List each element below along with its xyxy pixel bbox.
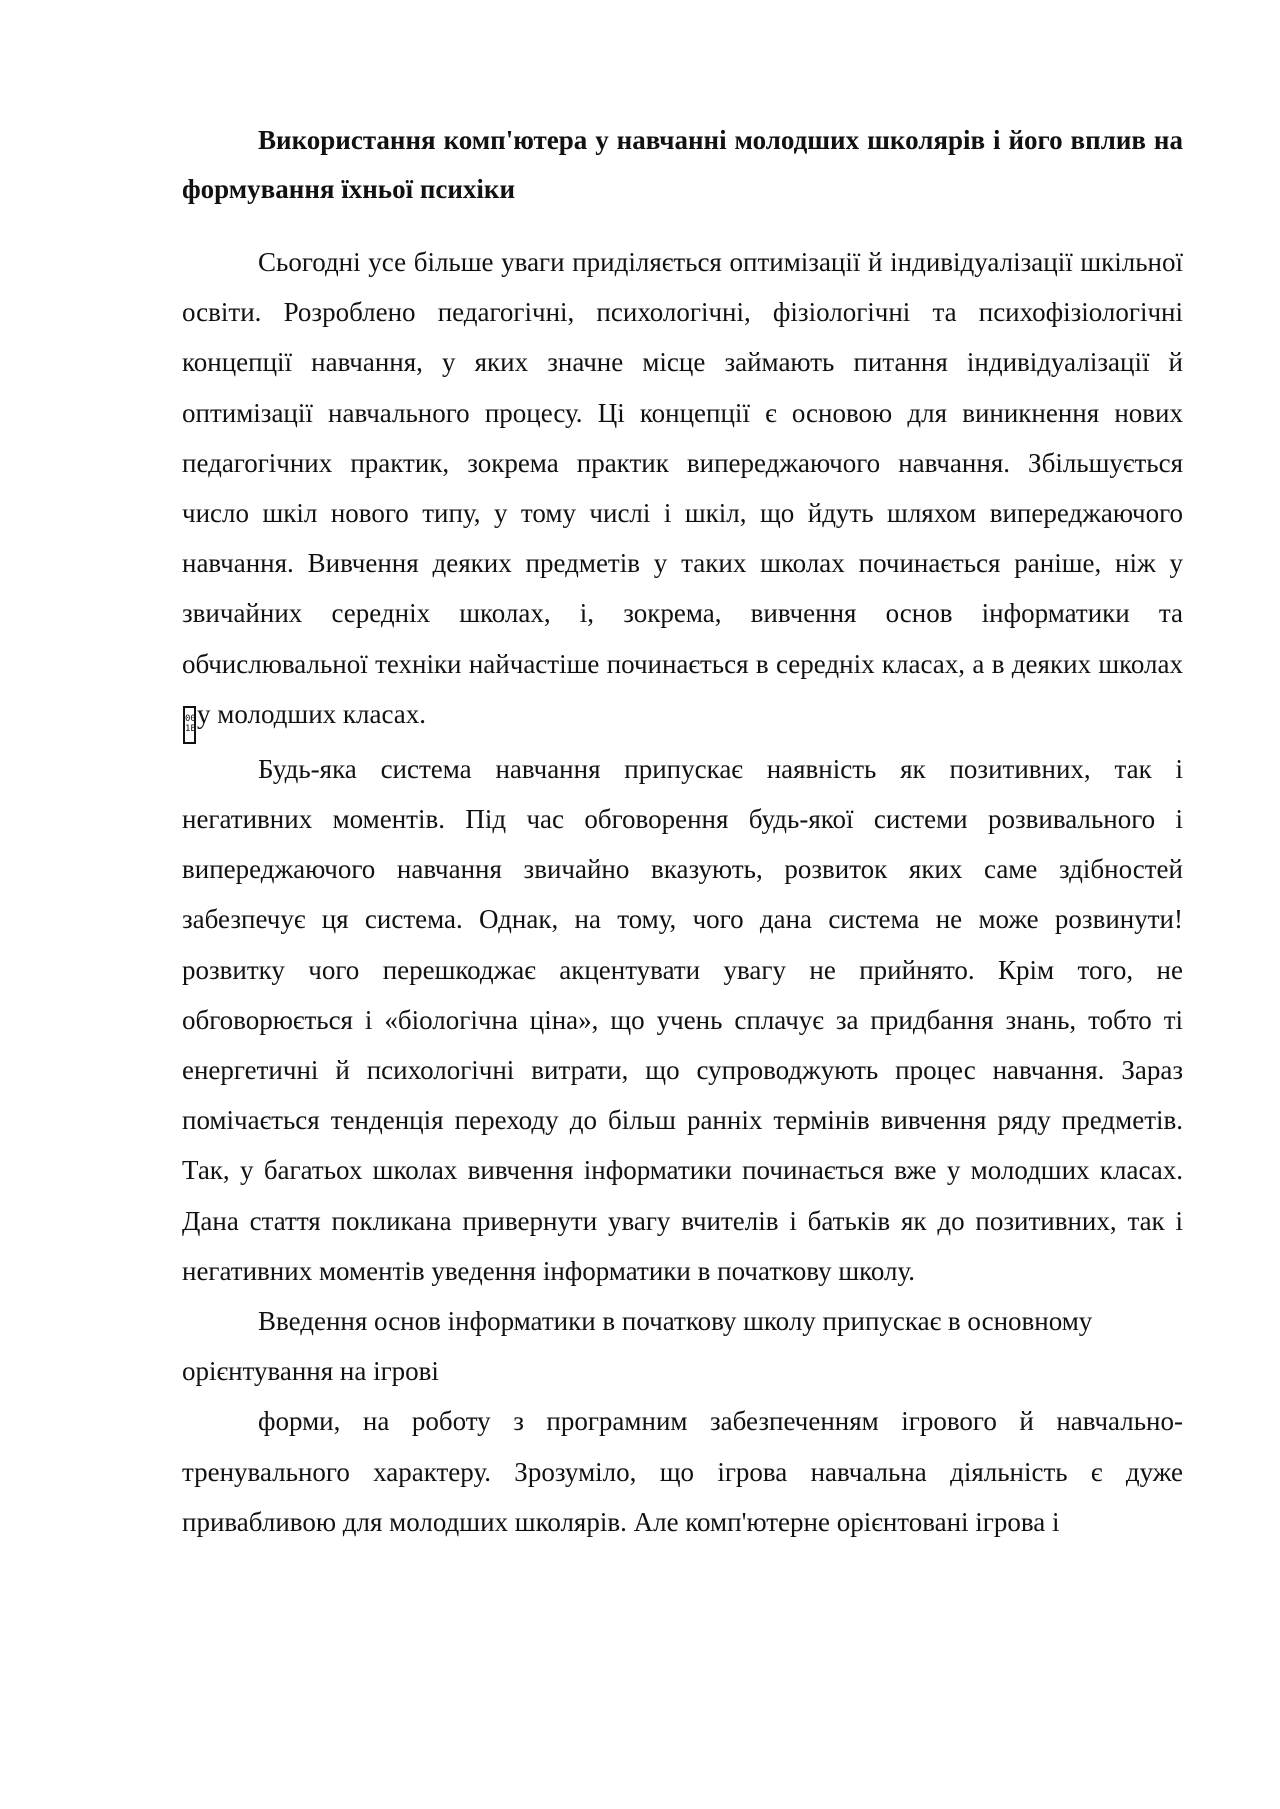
paragraph-1-text-end: у молодших класах. [197,698,427,729]
paragraph-1-text: Сьогодні усе більше уваги приділяється оптимізації й індивідуалізації шкільної освіти. Розроблено педагогічні, психологічні, фізіологічні та психофізіологічні концепції навчання, у яких значне місце займають питання індивідуалізації й оптимізації навчального процесу. Ці концепції є основою для виникнення нових педагогічних практик, зокрема практик випереджаючого навчання. Збільшується число шкіл нового типу, у тому числі і шкіл, що йдуть шляхом випереджаючого навчання. Вивчення деяких предметів у таких школах починається раніше, ніж у звичайних середніх школах, і, зокрема, вивчення основ інформатики та обчислювальної техніки найчастіше починається в середніх класах, а в деяких школах [182,247,1183,679]
missing-glyph-code: 00 1E [185,713,196,734]
document-title: Використання комп'ютера у навчанні молодших школярів і його вплив на формування їхньої психіки [182,125,1183,204]
paragraph-1 [182,237,1183,744]
paragraph-4: форми, на роботу з програмним забезпеченням ігрового й навчально-тренувального характеру. Зрозуміло, що ігрова навчальна діяльність є дуже привабливою для молодших школярів. Але комп'ютерне орієнтовані ігрова і [182,1406,1183,1537]
paragraph-3-line-1: Введення основ інформатики в початкову школу припускає в основному [258,1306,1093,1337]
missing-glyph-icon [183,706,196,744]
paragraph-3-line-2: орієнтування на ігрові [182,1356,439,1387]
paragraph-2: Будь-яка система навчання припускає наявність як позитивних, так і негативних моментів. Під час обговорення будь-якої системи розвивального і випереджаючого навчання звичайно вказують, розвиток яких саме здібностей забезпечує ця система. Однак, на тому, чого дана система не може розвинути! розвитку чого перешкоджає акцентувати увагу не прийнято. Крім того, не обговорюється і «біологічна ціна», що учень сплачує за придбання знань, тобто ті енергетичні й психологічні витрати, що супроводжують процес навчання. Зараз помічається тенденція переходу до більш ранніх термінів вивчення ряду предметів. Так, у багатьох школах вивчення інформатики починається вже у молодших класах. Дана стаття покликана привернути увагу вчителів і батьків як до позитивних, так і негативних моментів уведення інформатики в початкову школу. [182,753,1183,1286]
document-page [182,116,1183,1547]
